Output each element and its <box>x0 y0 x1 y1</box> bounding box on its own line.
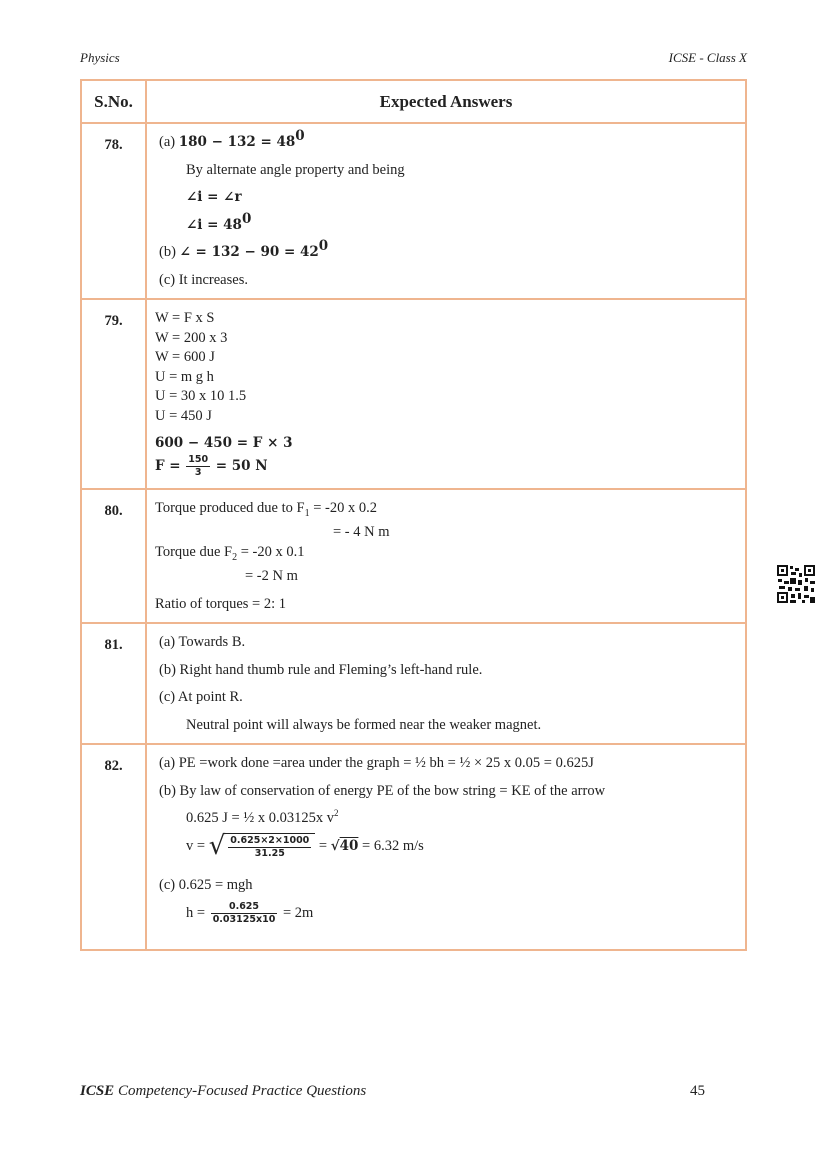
fraction-numerator: 0.625×2×1000 <box>230 834 310 846</box>
height-prefix: h = <box>186 905 206 922</box>
torque-ratio: Ratio of torques = 2: 1 <box>155 595 287 612</box>
degree-sup: 0 <box>241 210 252 227</box>
col-sno-header: S.No. <box>81 80 146 123</box>
fraction-denominator: 0.03125x10 <box>212 914 276 926</box>
answer-row-79 <box>81 299 746 489</box>
work-line: U = m g h <box>155 368 214 385</box>
force-prefix: F = <box>155 457 181 474</box>
angle-equality: ∠i = ∠r <box>186 189 242 205</box>
part-b-label: (b) <box>159 661 176 678</box>
subscript: 1 <box>304 507 310 519</box>
answer-82: (a) PE =work done =area under the graph = ½ bh = ½ × 25 x 0.05 = 0.625J (b) By law of conservation of energy PE of the bow string = KE of the arrow 0.625 J = ½ x 0.03125x $v^2$ v = √ $\frac{0.625\times 2\times 1000}{31.25}$ = √40 = 6.32 m/s (c) 0.625 = mgh h = $\frac{0.625}{0.03125x10}$ = 2m <box>146 744 746 950</box>
work-line: W = F x S <box>155 310 215 326</box>
height-result: = 2m <box>282 905 314 922</box>
energy-equation: 600 − 450 = F × 3 <box>155 435 293 451</box>
part-a-label: (a) <box>159 634 176 651</box>
footer-title <box>80 1083 366 1100</box>
header-class: ICSE - Class X <box>668 50 747 65</box>
part-c-label: (c) <box>159 689 176 706</box>
degree-sup: 0 <box>295 128 305 145</box>
velocity-sqrt <box>209 833 316 860</box>
sno-81: 81. <box>81 623 146 744</box>
fraction-denominator: 31.25 <box>254 847 285 859</box>
work-line: W = 200 x 3 <box>155 329 228 346</box>
answer-row-81 <box>81 623 746 744</box>
velocity-prefix: v = <box>186 837 206 854</box>
torque-1-label: Torque produced due to F <box>155 500 305 516</box>
part-c-label: (c) <box>159 876 176 893</box>
angle-b-expression: ∠ = 132 − 90 = 42 <box>179 244 319 260</box>
radical-sign: √ <box>208 831 226 862</box>
torque-2-calc: = -20 x 0.1 <box>237 543 305 560</box>
footer-brand: ICSE <box>80 1083 115 1099</box>
part-a-text: Towards B. <box>178 634 246 651</box>
fraction-numerator: 0.625 <box>211 901 278 914</box>
kinetic-energy-equation: 0.625 J = ½ x 0.03125x v <box>186 810 334 827</box>
fraction-denominator: 3 <box>194 466 202 478</box>
force-result: = 50 N <box>215 457 268 474</box>
sqrt-40: 40 <box>339 837 359 854</box>
part-a-label: (a) <box>159 134 176 150</box>
answers-table <box>80 79 747 951</box>
part-a-text: PE =work done =area under the graph = ½ bh = ½ × 25 x 0.05 = 0.625J <box>178 755 594 772</box>
degree-sup: 0 <box>318 238 329 255</box>
part-b-text: Right hand thumb rule and Fleming’s left-hand rule. <box>179 661 483 678</box>
answer-row-78 <box>81 123 746 299</box>
neutral-point-note: Neutral point will always be formed near the weaker magnet. <box>186 716 542 733</box>
sno-79: 79. <box>81 299 146 489</box>
torque-1-result: = - 4 N m <box>333 524 390 541</box>
work-line: U = 30 x 10 1.5 <box>155 388 247 404</box>
torque-2-result: = -2 N m <box>245 568 298 585</box>
part-c-text: At point R. <box>177 689 243 706</box>
square-sup: 2 <box>333 808 339 819</box>
header-subject: Physics <box>80 50 120 65</box>
height-fraction <box>211 901 278 926</box>
velocity-result: = 6.32 m/s <box>362 837 424 854</box>
part-c-text: 0.625 = mgh <box>178 876 253 893</box>
work-line: U = 450 J <box>155 407 212 424</box>
work-line: W = 600 J <box>155 349 215 365</box>
force-fraction <box>186 454 210 479</box>
answer-row-80 <box>81 489 746 623</box>
sno-78: 78. <box>81 123 146 299</box>
part-a-label: (a) <box>159 755 176 772</box>
angle-i-value: ∠i = 48 <box>186 216 242 233</box>
subscript: 2 <box>232 551 238 563</box>
torque-1-calc: = -20 x 0.2 <box>309 500 377 516</box>
footer-title-text: Competency-Focused Practice Questions <box>114 1083 367 1099</box>
part-b-label: (b) <box>159 244 176 260</box>
col-answers-header: Expected Answers <box>146 80 746 123</box>
explanation-text: By alternate angle property and being <box>186 161 405 178</box>
answer-78 <box>146 123 746 299</box>
table-header-row <box>81 80 746 123</box>
answer-row-82 <box>81 744 746 950</box>
page-number: 45 <box>690 1083 705 1099</box>
qr-code-icon[interactable] <box>776 564 816 604</box>
part-c-text: It increases. <box>178 271 248 288</box>
angle-expression: 180 − 132 = 48 <box>178 134 296 150</box>
fraction-numerator: 150 <box>188 453 209 465</box>
torque-2-label: Torque due F <box>155 543 233 560</box>
part-c-label: (c) <box>159 271 176 288</box>
answer-81 <box>146 623 746 744</box>
sno-82: 82. <box>81 744 146 950</box>
velocity-fraction <box>228 835 311 860</box>
answer-80 <box>146 489 746 623</box>
equals-sign: = <box>318 837 328 854</box>
part-b-label: (b) <box>159 782 176 799</box>
part-b-text: By law of conservation of energy PE of the bow string = KE of the arrow <box>179 782 606 799</box>
sno-80: 80. <box>81 489 146 623</box>
answer-79 <box>146 299 746 489</box>
